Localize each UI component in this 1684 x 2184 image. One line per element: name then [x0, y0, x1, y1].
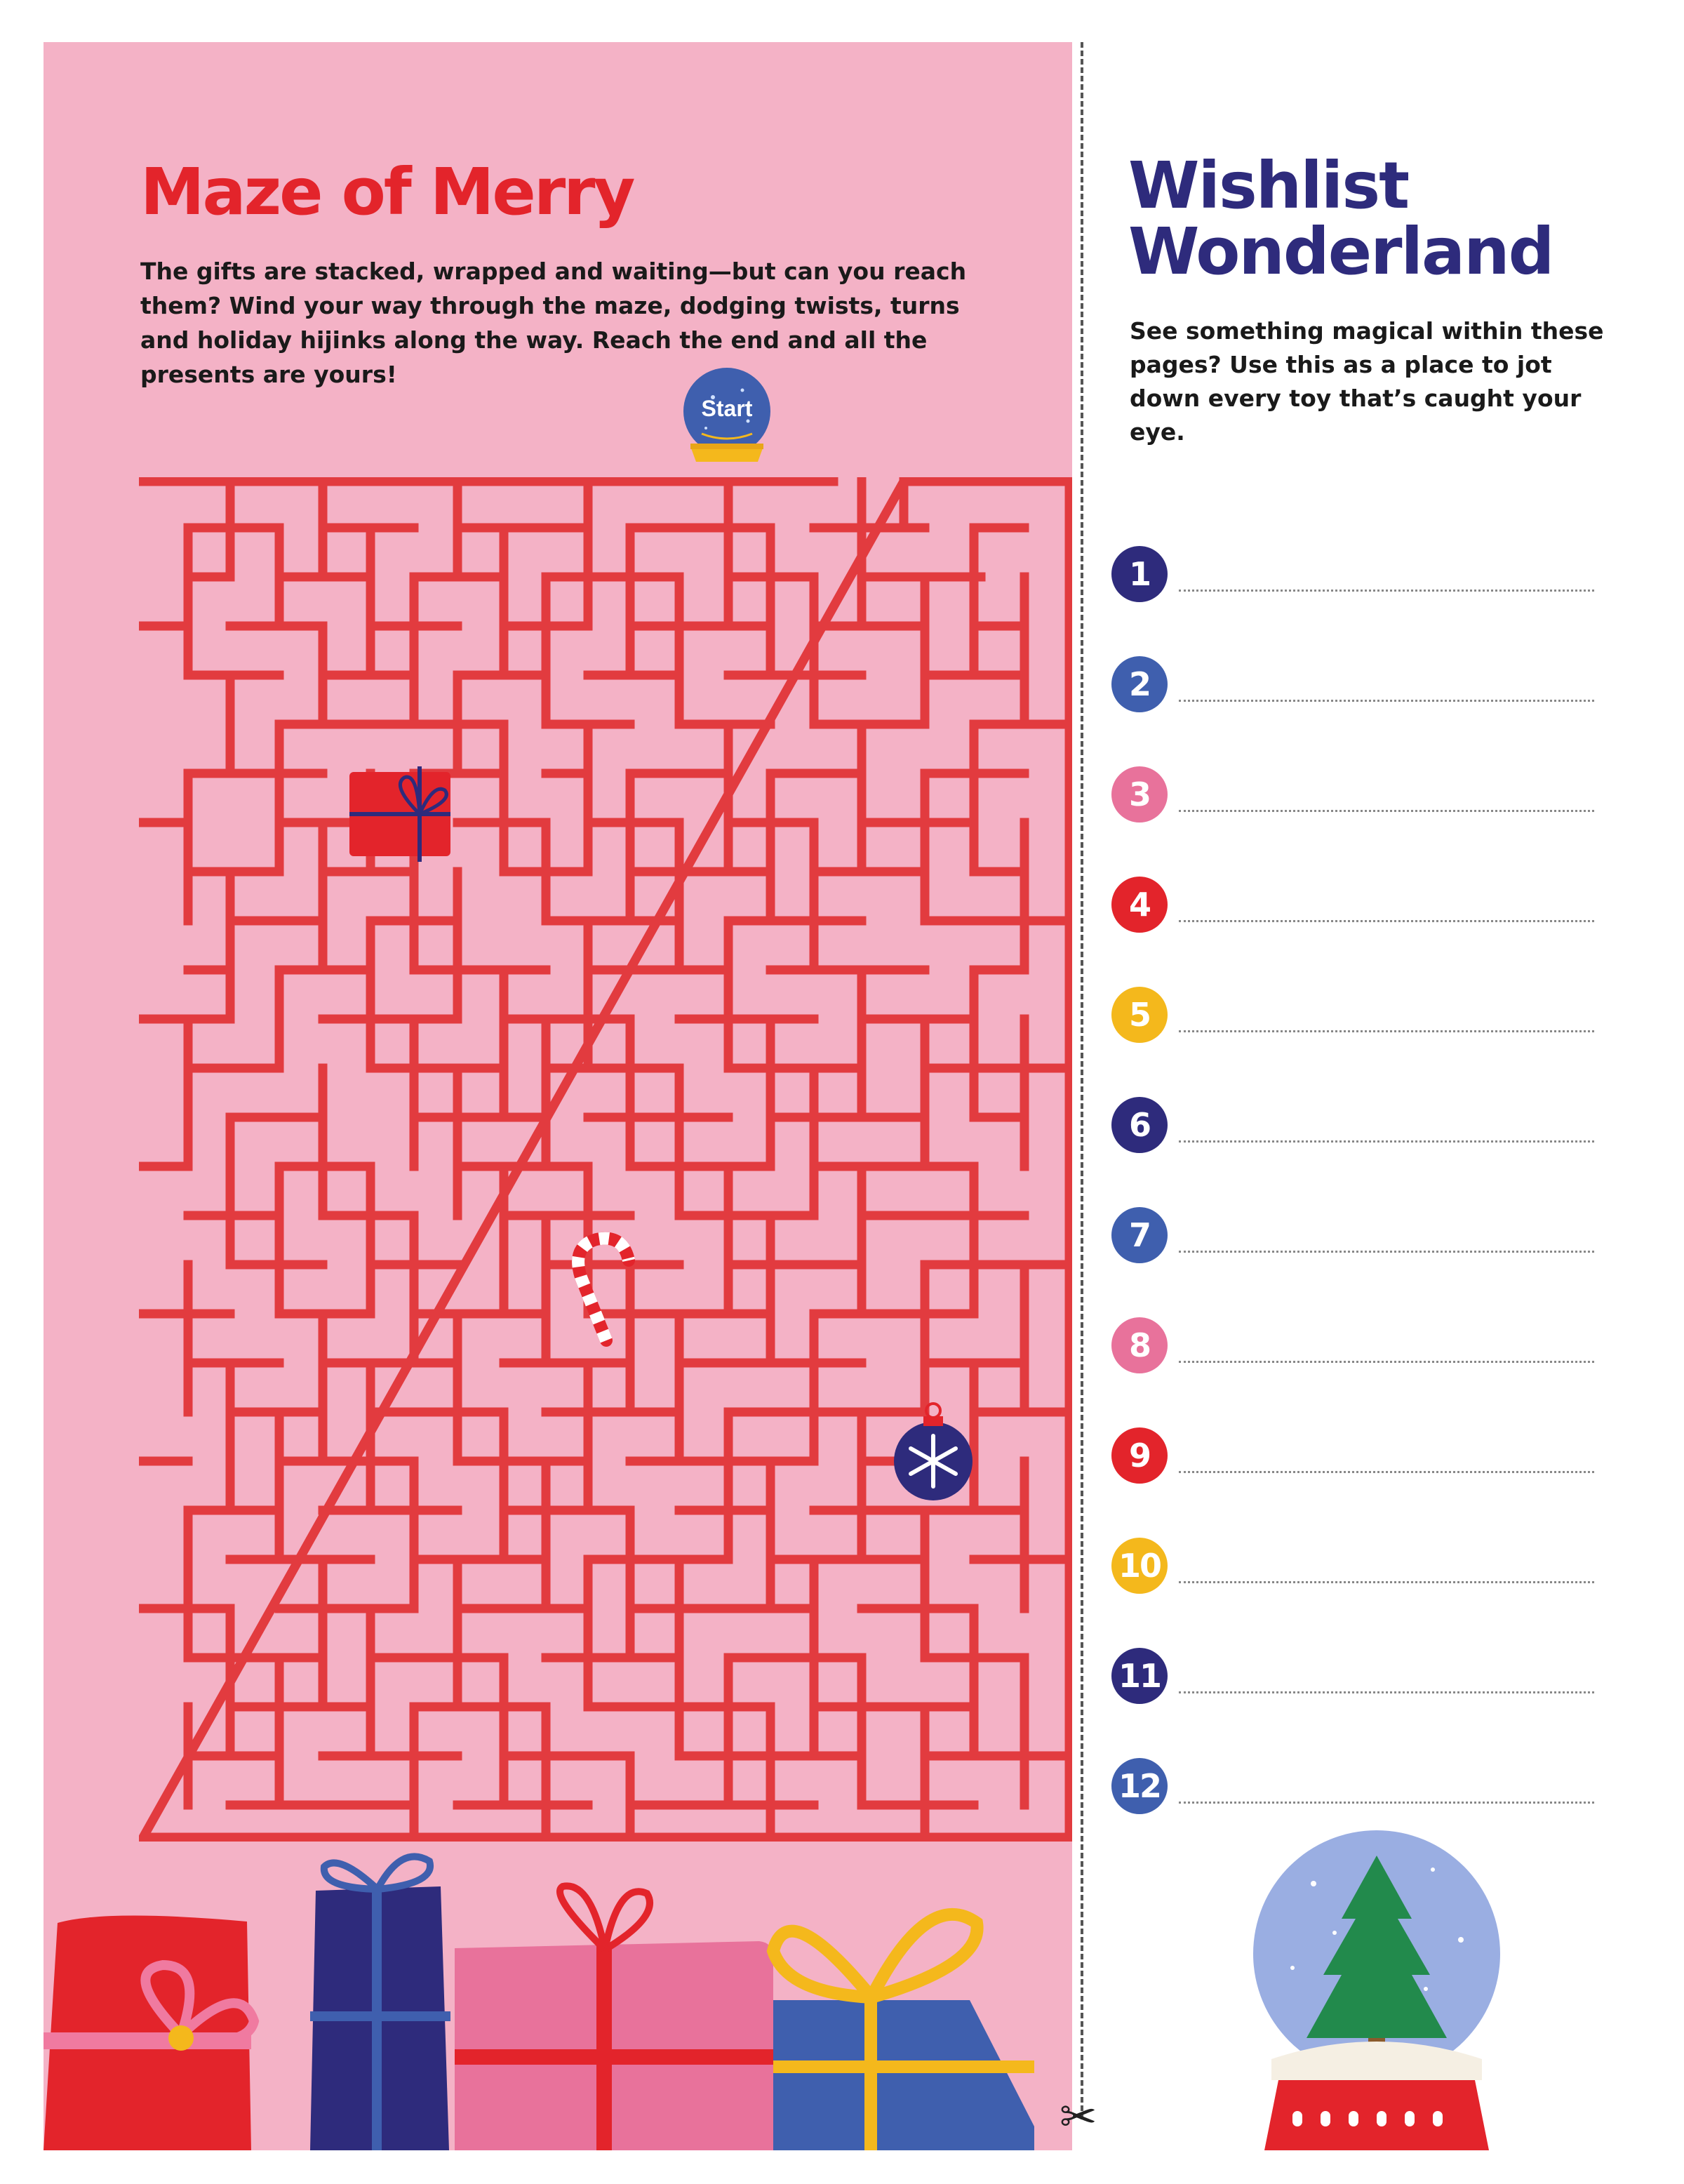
item-number-badge: 7: [1111, 1207, 1168, 1263]
item-number-badge: 4: [1111, 877, 1168, 933]
item-number-badge: 1: [1111, 546, 1168, 602]
wishlist-item[interactable]: [1111, 1427, 1603, 1484]
write-line[interactable]: [1179, 920, 1594, 922]
item-number-badge: 8: [1111, 1317, 1168, 1373]
snowflake-ornament-icon: [894, 1404, 973, 1500]
write-line[interactable]: [1179, 700, 1594, 702]
wishlist-item[interactable]: [1111, 987, 1603, 1043]
wishlist-item[interactable]: [1111, 1648, 1603, 1704]
christmas-tree-globe-icon: [1250, 1827, 1503, 2150]
gift-icon: [349, 766, 450, 862]
write-line[interactable]: [1179, 1581, 1594, 1583]
start-label: Start: [701, 396, 753, 421]
wishlist-item[interactable]: [1111, 1097, 1603, 1153]
write-line[interactable]: [1179, 1030, 1594, 1032]
wishlist-item[interactable]: [1111, 1538, 1603, 1594]
item-number-badge: 12: [1111, 1758, 1168, 1814]
maze-grid[interactable]: [139, 477, 1072, 1842]
write-line[interactable]: [1179, 1802, 1594, 1804]
wishlist-title: [1128, 148, 1553, 289]
maze-instructions: The gifts are stacked, wrapped and waiting—but can you reach them? Wind your way through the maze, dodging twists, turns and holiday hijinks along the way. Reach the end and all the presents are yours!: [140, 258, 967, 388]
item-number-badge: 9: [1111, 1427, 1168, 1484]
wishlist-instructions: See something magical within these pages? Use this as a place to jot down every toy that’s caught your eye.: [1130, 317, 1604, 446]
write-line[interactable]: [1179, 590, 1594, 592]
maze-walls: [139, 477, 1072, 1842]
write-line[interactable]: [1179, 810, 1594, 812]
wishlist-title-line2: Wonderland: [1128, 214, 1553, 289]
item-number-badge: 11: [1111, 1648, 1168, 1704]
scissors-icon: ✂: [1060, 2091, 1097, 2143]
item-number-badge: 3: [1111, 766, 1168, 823]
write-line[interactable]: [1179, 1691, 1594, 1693]
presents-illustration: [44, 1825, 1072, 2150]
wishlist-item[interactable]: [1111, 546, 1603, 602]
item-number-badge: 2: [1111, 656, 1168, 712]
write-line[interactable]: [1179, 1361, 1594, 1363]
item-number-badge: 10: [1111, 1538, 1168, 1594]
wishlist-item[interactable]: [1111, 1317, 1603, 1373]
start-snow-globe[interactable]: [675, 366, 779, 470]
wishlist-item[interactable]: [1111, 1207, 1603, 1263]
wishlist-title-line1: Wishlist: [1128, 148, 1409, 223]
write-line[interactable]: [1179, 1471, 1594, 1473]
maze-title: Maze of Merry: [140, 154, 634, 229]
wishlist-item[interactable]: [1111, 766, 1603, 823]
maze-panel: [44, 42, 1072, 2150]
item-number-badge: 5: [1111, 987, 1168, 1043]
item-number-badge: 6: [1111, 1097, 1168, 1153]
write-line[interactable]: [1179, 1251, 1594, 1253]
snow-globe-illustration: [1250, 1827, 1503, 2150]
write-line[interactable]: [1179, 1140, 1594, 1143]
candy-cane-icon: [578, 1239, 629, 1340]
wishlist-item[interactable]: [1111, 1758, 1603, 1814]
wishlist-item[interactable]: [1111, 656, 1603, 712]
wishlist-item[interactable]: [1111, 877, 1603, 933]
cut-line: [1081, 42, 1083, 2119]
